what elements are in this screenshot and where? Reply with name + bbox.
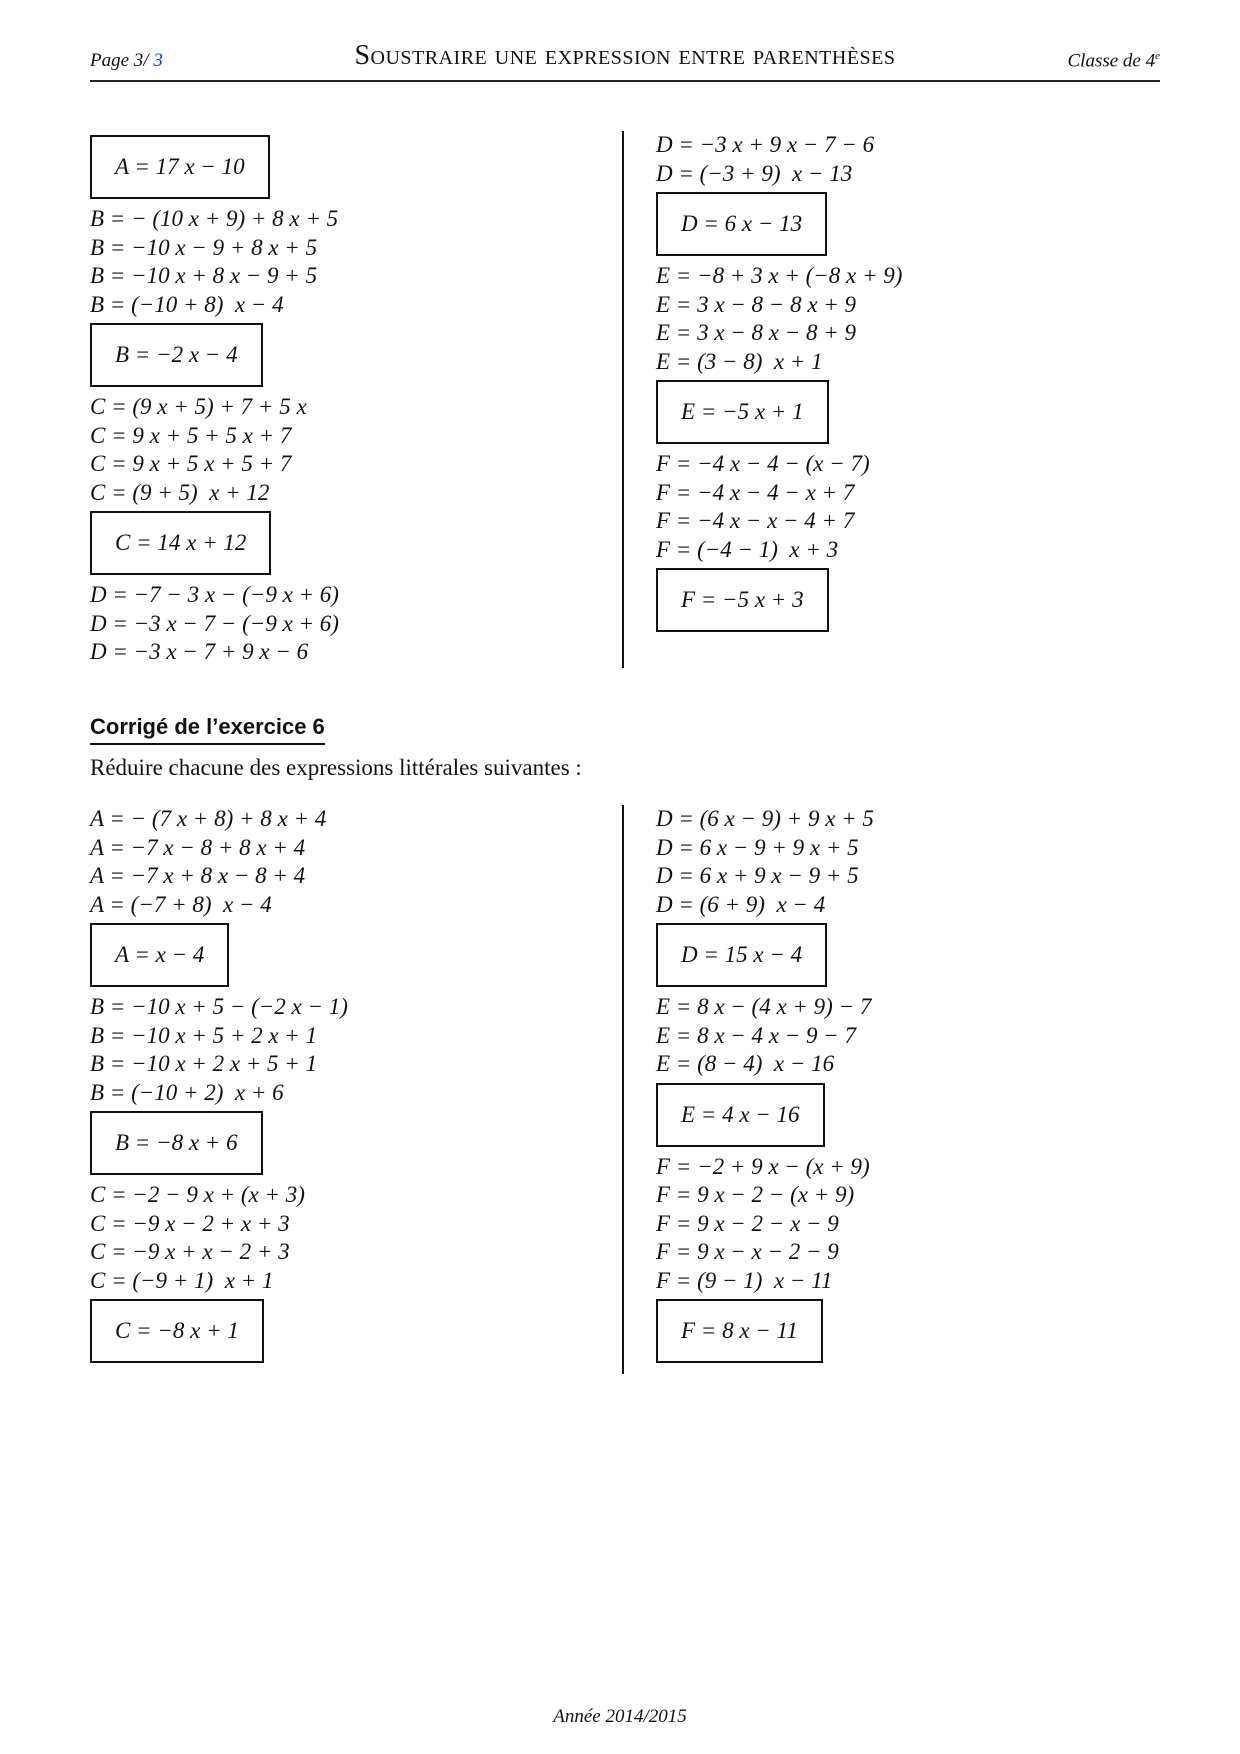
equation-line: C = −9 x − 2 + x + 3 (90, 1210, 290, 1236)
equation-line: F = −4 x − x − 4 + 7 (656, 508, 855, 533)
equation-line: E = (8 − 4) x − 16 (656, 1051, 835, 1076)
equation-line: D = 6 x + 9 x − 9 + 5 (656, 863, 859, 888)
equation-line: C = 9 x + 5 x + 5 + 7 (90, 451, 292, 476)
boxed-result: E = 4 x − 16 (656, 1083, 825, 1147)
equation-line: F = −4 x − 4 − (x − 7) (656, 451, 870, 476)
column-divider (622, 131, 624, 668)
equation-line: E = (3 − 8) x + 1 (656, 348, 823, 374)
equation-line: C = −2 − 9 x + (x + 3) (90, 1182, 305, 1207)
equation-line: C = −9 x + x − 2 + 3 (90, 1239, 290, 1264)
equation-line: F = −2 + 9 x − (x + 9) (656, 1153, 870, 1179)
boxed-result: A = 17 x − 10 (90, 135, 270, 199)
equation-line: F = 9 x − 2 − x − 9 (656, 1210, 839, 1236)
equation-line: C = (9 x + 5) + 7 + 5 x (90, 394, 307, 419)
exercise-5-left-column (90, 131, 339, 667)
boxed-result: B = −8 x + 6 (90, 1111, 263, 1175)
boxed-result: D = 15 x − 4 (656, 923, 827, 987)
page-header (90, 40, 1160, 82)
page-total-link[interactable]: 3 (153, 50, 163, 71)
page-title: Soustraire une expression entre parenthèses (354, 40, 896, 71)
equation-line: A = −7 x − 8 + 8 x + 4 (90, 834, 306, 860)
equation-line: D = (6 x − 9) + 9 x + 5 (656, 806, 874, 831)
equation-line: F = (9 − 1) x − 11 (656, 1267, 833, 1293)
class-label: Classe de 4e (1067, 50, 1160, 72)
equation-line: E = 3 x − 8 x − 8 + 9 (656, 320, 857, 345)
equation-line: D = (6 + 9) x − 4 (656, 891, 826, 917)
boxed-result: E = −5 x + 1 (656, 380, 829, 444)
exercise-6-right-column (656, 805, 874, 1369)
equation-line: C = (−9 + 1) x + 1 (90, 1267, 274, 1293)
equation-line: A = − (7 x + 8) + 8 x + 4 (90, 806, 327, 831)
boxed-result: D = 6 x − 13 (656, 192, 827, 256)
boxed-result: B = −2 x − 4 (90, 323, 263, 387)
equation-line: B = − (10 x + 9) + 8 x + 5 (90, 206, 339, 231)
equation-line: A = −7 x + 8 x − 8 + 4 (90, 863, 306, 888)
equation-line: C = (9 + 5) x + 12 (90, 479, 270, 505)
equation-line: F = −4 x − 4 − x + 7 (656, 479, 855, 505)
equation-line: E = 8 x − 4 x − 9 − 7 (656, 1022, 857, 1048)
equation-line: B = −10 x − 9 + 8 x + 5 (90, 234, 318, 260)
equation-line: B = −10 x + 2 x + 5 + 1 (90, 1051, 318, 1076)
page-number: Page 3/ 3 (90, 50, 163, 71)
equation-line: B = −10 x + 5 + 2 x + 1 (90, 1022, 318, 1048)
exercise-instruction: Réduire chacune des expressions littérales suivantes : (90, 755, 582, 780)
boxed-result: C = −8 x + 1 (90, 1299, 264, 1363)
equation-line: E = 8 x − (4 x + 9) − 7 (656, 994, 872, 1019)
equation-line: B = (−10 + 2) x + 6 (90, 1079, 284, 1105)
equation-line: D = 6 x − 9 + 9 x + 5 (656, 834, 859, 860)
boxed-result: F = 8 x − 11 (656, 1299, 823, 1363)
equation-line: E = 3 x − 8 − 8 x + 9 (656, 291, 857, 317)
equation-line: F = (−4 − 1) x + 3 (656, 536, 839, 562)
equation-line: B = −10 x + 8 x − 9 + 5 (90, 263, 318, 288)
exercise-6-left-column (90, 805, 348, 1369)
equation-line: F = 9 x − x − 2 − 9 (656, 1239, 839, 1264)
section-title: Corrigé de l’exercice 6 (90, 714, 325, 745)
boxed-result: A = x − 4 (90, 923, 229, 987)
exercise-5-right-column (656, 131, 902, 638)
equation-line: A = (−7 + 8) x − 4 (90, 891, 272, 917)
equation-line: D = −3 x − 7 + 9 x − 6 (90, 639, 309, 664)
equation-line: B = −10 x + 5 − (−2 x − 1) (90, 994, 348, 1019)
boxed-result: F = −5 x + 3 (656, 568, 829, 632)
boxed-result: C = 14 x + 12 (90, 511, 271, 575)
equation-line: D = −3 x − 7 − (−9 x + 6) (90, 610, 339, 636)
footer-year: Année 2014/2015 (553, 1706, 687, 1727)
column-divider (622, 805, 624, 1374)
equation-line: D = −7 − 3 x − (−9 x + 6) (90, 582, 339, 607)
equation-line: E = −8 + 3 x + (−8 x + 9) (656, 263, 903, 288)
equation-line: C = 9 x + 5 + 5 x + 7 (90, 422, 292, 448)
equation-line: F = 9 x − 2 − (x + 9) (656, 1182, 855, 1207)
equation-line: D = −3 x + 9 x − 7 − 6 (656, 132, 875, 157)
equation-line: D = (−3 + 9) x − 13 (656, 160, 853, 186)
equation-line: B = (−10 + 8) x − 4 (90, 291, 284, 317)
